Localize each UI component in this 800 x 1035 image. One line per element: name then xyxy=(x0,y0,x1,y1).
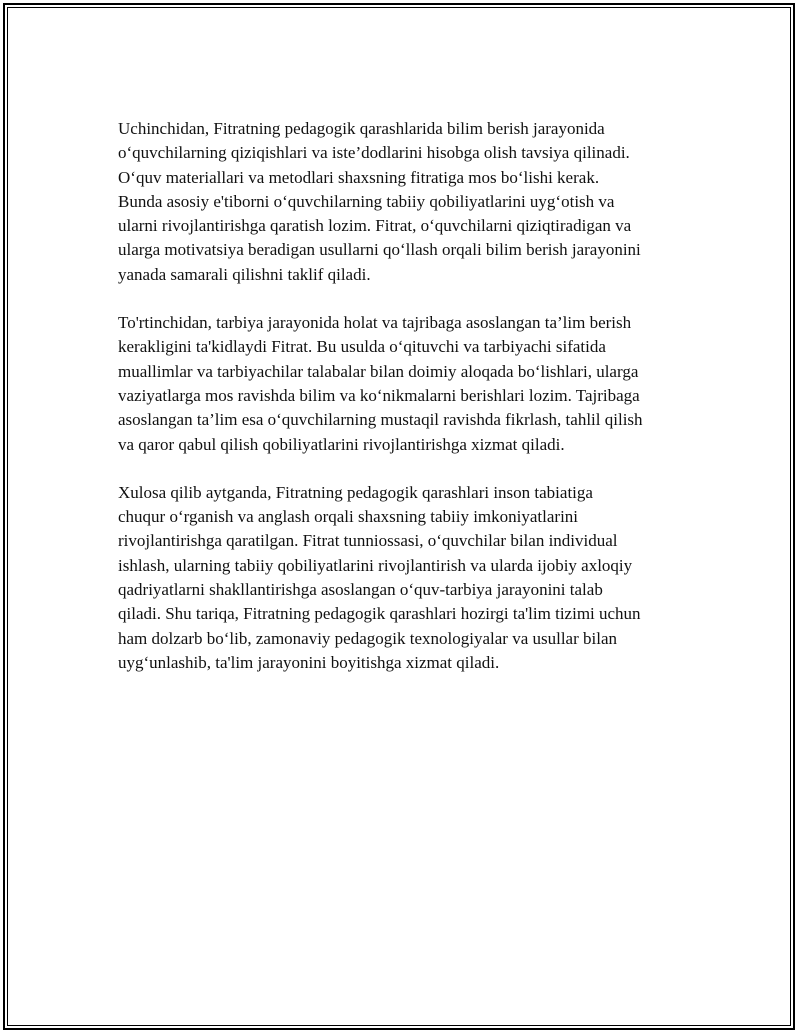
text-line: yanada samarali qilishni taklif qiladi. xyxy=(118,264,371,284)
text-line: Xulosa qilib aytganda, Fitratning pedagogik qarashlari inson tabiatiga xyxy=(118,482,593,502)
text-line: va qaror qabul qilish qobiliyatlarini rivojlantirishga xizmat qiladi. xyxy=(118,434,565,454)
document-body xyxy=(118,117,698,699)
text-line: vaziyatlarga mos ravishda bilim va ko‘nikmalarni berishlari lozim. Tajribaga xyxy=(118,385,640,405)
text-line: ishlash, ularning tabiiy qobiliyatlarini rivojlantirish va ularda ijobiy axloqiy xyxy=(118,555,633,575)
text-line: qiladi. Shu tariqa, Fitratning pedagogik qarashlari hozirgi ta'lim tizimi uchun xyxy=(118,604,641,624)
text-line: rivojlantirishga qaratilgan. Fitrat tunniossasi, o‘quvchilar bilan individual xyxy=(118,531,618,551)
text-line: kerakligini ta'kidlaydi Fitrat. Bu usulda o‘qituvchi va tarbiyachi sifatida xyxy=(118,337,606,357)
text-line: uyg‘unlashib, ta'lim jarayonini boyitishga xizmat qiladi. xyxy=(118,652,500,672)
text-line: qadriyatlarni shakllantirishga asoslangan o‘quv-tarbiya jarayonini talab xyxy=(118,580,603,600)
text-line: ularga motivatsiya beradigan usullarni qo‘llash orqali bilim berish jarayonini xyxy=(118,240,641,260)
paragraph-3 xyxy=(118,481,698,675)
text-line: o‘quvchilarning qiziqishlari va iste’dodlarini hisobga olish tavsiya qilinadi. xyxy=(118,143,630,163)
text-line: To'rtinchidan, tarbiya jarayonida holat va tajribaga asoslangan ta’lim berish xyxy=(118,313,632,333)
text-line: ularni rivojlantirishga qaratish lozim. Fitrat, o‘quvchilarni qiziqtiradigan va xyxy=(118,216,632,236)
text-line: asoslangan ta’lim esa o‘quvchilarning mustaqil ravishda fikrlash, tahlil qilish xyxy=(118,410,643,430)
text-line: ham dolzarb bo‘lib, zamonaviy pedagogik texnologiyalar va usullar bilan xyxy=(118,628,617,648)
text-line: Uchinchidan, Fitratning pedagogik qarashlarida bilim berish jarayonida xyxy=(118,119,605,138)
paragraph-1 xyxy=(118,117,698,287)
text-line: Bunda asosiy e'tiborni o‘quvchilarning tabiiy qobiliyatlarini uyg‘otish va xyxy=(118,191,615,211)
paragraph-2 xyxy=(118,311,698,457)
text-line: O‘quv materiallari va metodlari shaxsning fitratiga mos bo‘lishi kerak. xyxy=(118,167,600,187)
text-line: chuqur o‘rganish va anglash orqali shaxsning tabiiy imkoniyatlarini xyxy=(118,507,579,527)
text-line: muallimlar va tarbiyachilar talabalar bilan doimiy aloqada bo‘lishlari, ularga xyxy=(118,361,639,381)
